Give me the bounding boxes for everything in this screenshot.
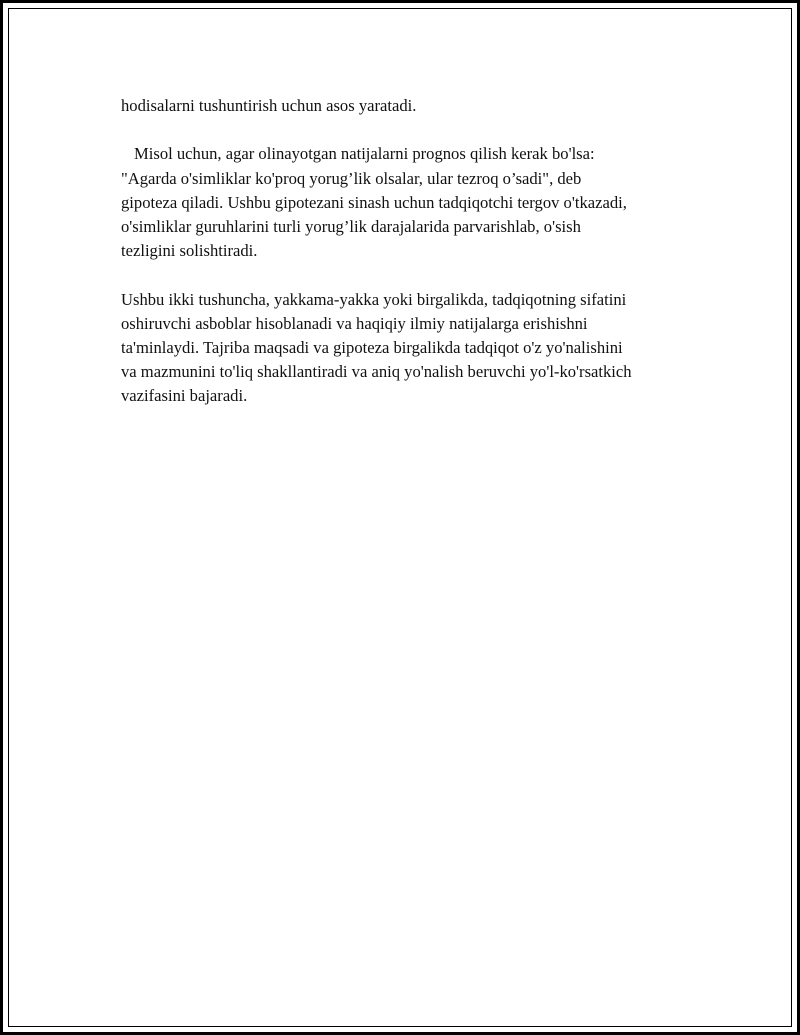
text-line: tezligini solishtiradi. [121,241,258,261]
text-line: gipoteza qiladi. Ushbu gipotezani sinash uchun tadqiqotchi tergov o'tkazadi, [121,192,627,212]
paragraph-1 [121,94,701,118]
text-line: oshiruvchi asboblar hisoblanadi va haqiqiy ilmiy natijalarga erishishni [121,313,588,333]
text-line: "Agarda o'simliklar ko'proq yorug’lik olsalar, ular tezroq o’sadi", deb [121,168,582,188]
text-line: hodisalarni tushuntirish uchun asos yaratadi. [121,96,417,115]
text-line: Ushbu ikki tushuncha, yakkama-yakka yoki birgalikda, tadqiqotning sifatini [121,289,627,309]
text-line: o'simliklar guruhlarini turli yorug’lik darajalarida parvarishlab, o'sish [121,217,581,236]
document-body [121,94,701,433]
paragraph-3 [121,288,701,409]
text-line: Misol uchun, agar olinayotgan natijalarni prognos qilish kerak bo'lsa: [134,144,595,164]
text-line: va mazmunini to'liq shakllantiradi va aniq yo'nalish beruvchi yo'l-ko'rsatkich [121,362,632,382]
paragraph-2 [121,142,701,263]
text-line: vazifasini bajaradi. [121,386,248,406]
text-line: ta'minlaydi. Tajriba maqsadi va gipoteza birgalikda tadqiqot o'z yo'nalishini [121,338,623,357]
